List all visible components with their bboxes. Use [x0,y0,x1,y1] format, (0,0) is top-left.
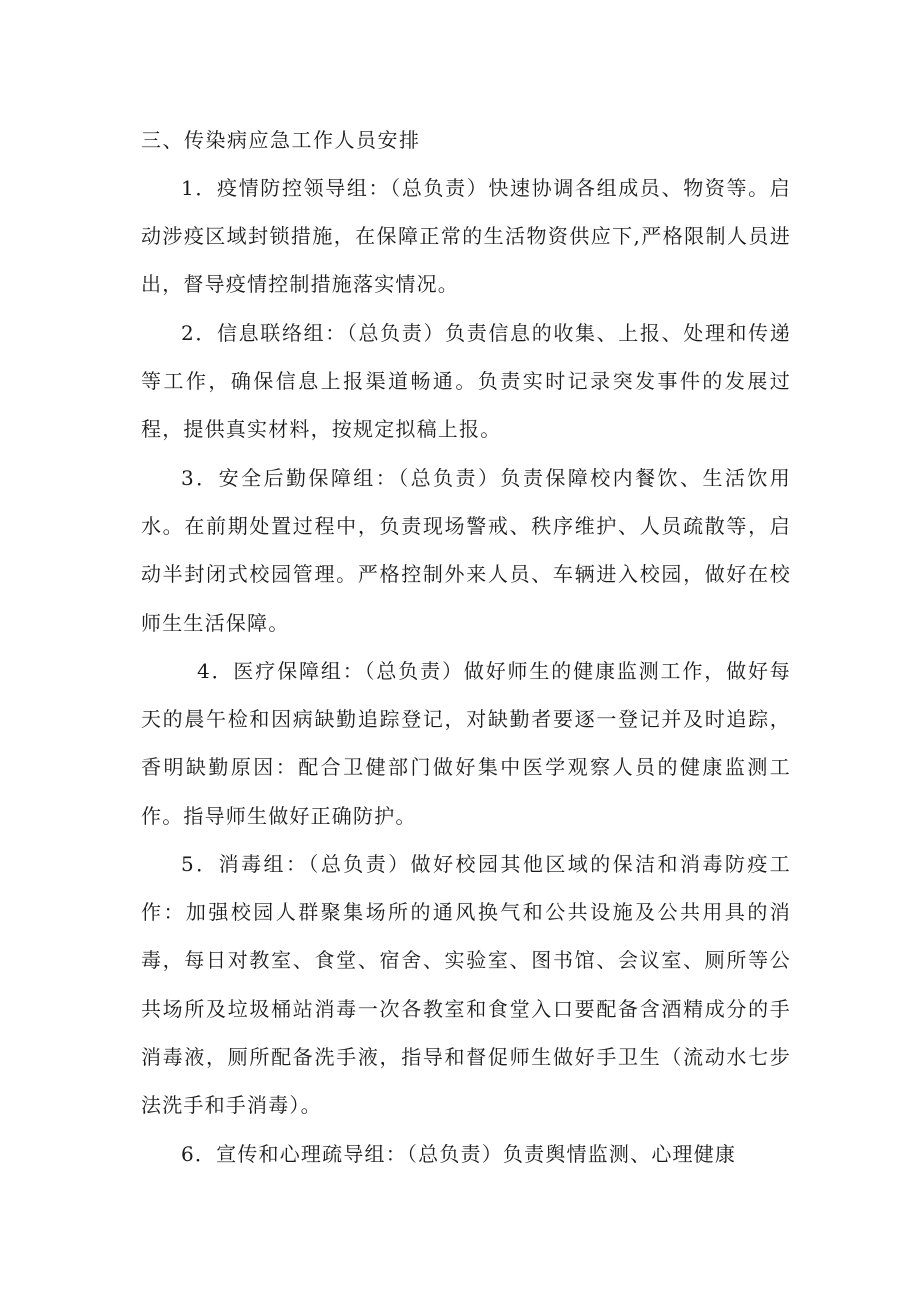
paragraph-publicity-psychology: 6．宣传和心理疏导组：（总负责）负责舆情监测、心理健康 [181,1142,737,1166]
paragraph-information-liaison: 2．信息联络组：（总负责）负责信息的收集、上报、处理和传递等工作，确保信息上报渠道畅通。负责实时记录突发事件的发展过程，提供真实材料，按规定拟稿上报。 [141,321,791,442]
paragraph-epidemic-control-leadership: 1．疫情防控领导组：（总负责）快速协调各组成员、物资等。启动涉疫区域封锁措施，在保障正常的生活物资供应下,严格限制人员进出，督导疫情控制措施落实情况。 [141,176,791,297]
paragraph-security-logistics: 3．安全后勤保障组：（总负责）负责保障校内餐饮、生活饮用水。在前期处置过程中，负责现场警戒、秩序维护、人员疏散等，启动半封闭式校园管理。严格控制外来人员、车辆进入校园，做好在校师生生活保障。 [141,466,791,635]
paragraph-medical-support: 4．医疗保障组：（总负责）做好师生的健康监测工作，做好每天的晨午检和因病缺勤追踪登记，对缺勤者要逐一登记并及时追踪，香明缺勤原因：配合卫健部门做好集中医学观察人员的健康监测工作。指导师生做好正确防护。 [141,659,791,828]
section-heading: 三、传染病应急工作人员安排 [141,128,421,152]
paragraph-disinfection: 5．消毒组：（总负责）做好校园其他区域的保洁和消毒防疫工作：加强校园人群聚集场所的通风换气和公共设施及公共用具的消毒，每日对教室、食堂、宿舍、实验室、图书馆、会议室、厕所等公共场所及垃圾桶站消毒一次各教室和食堂入口要配备含酒精成分的手消毒液，厕所配备洗手液，指导和督促师生做好手卫生（流动水七步法洗手和手消毒）。 [141,852,791,1118]
